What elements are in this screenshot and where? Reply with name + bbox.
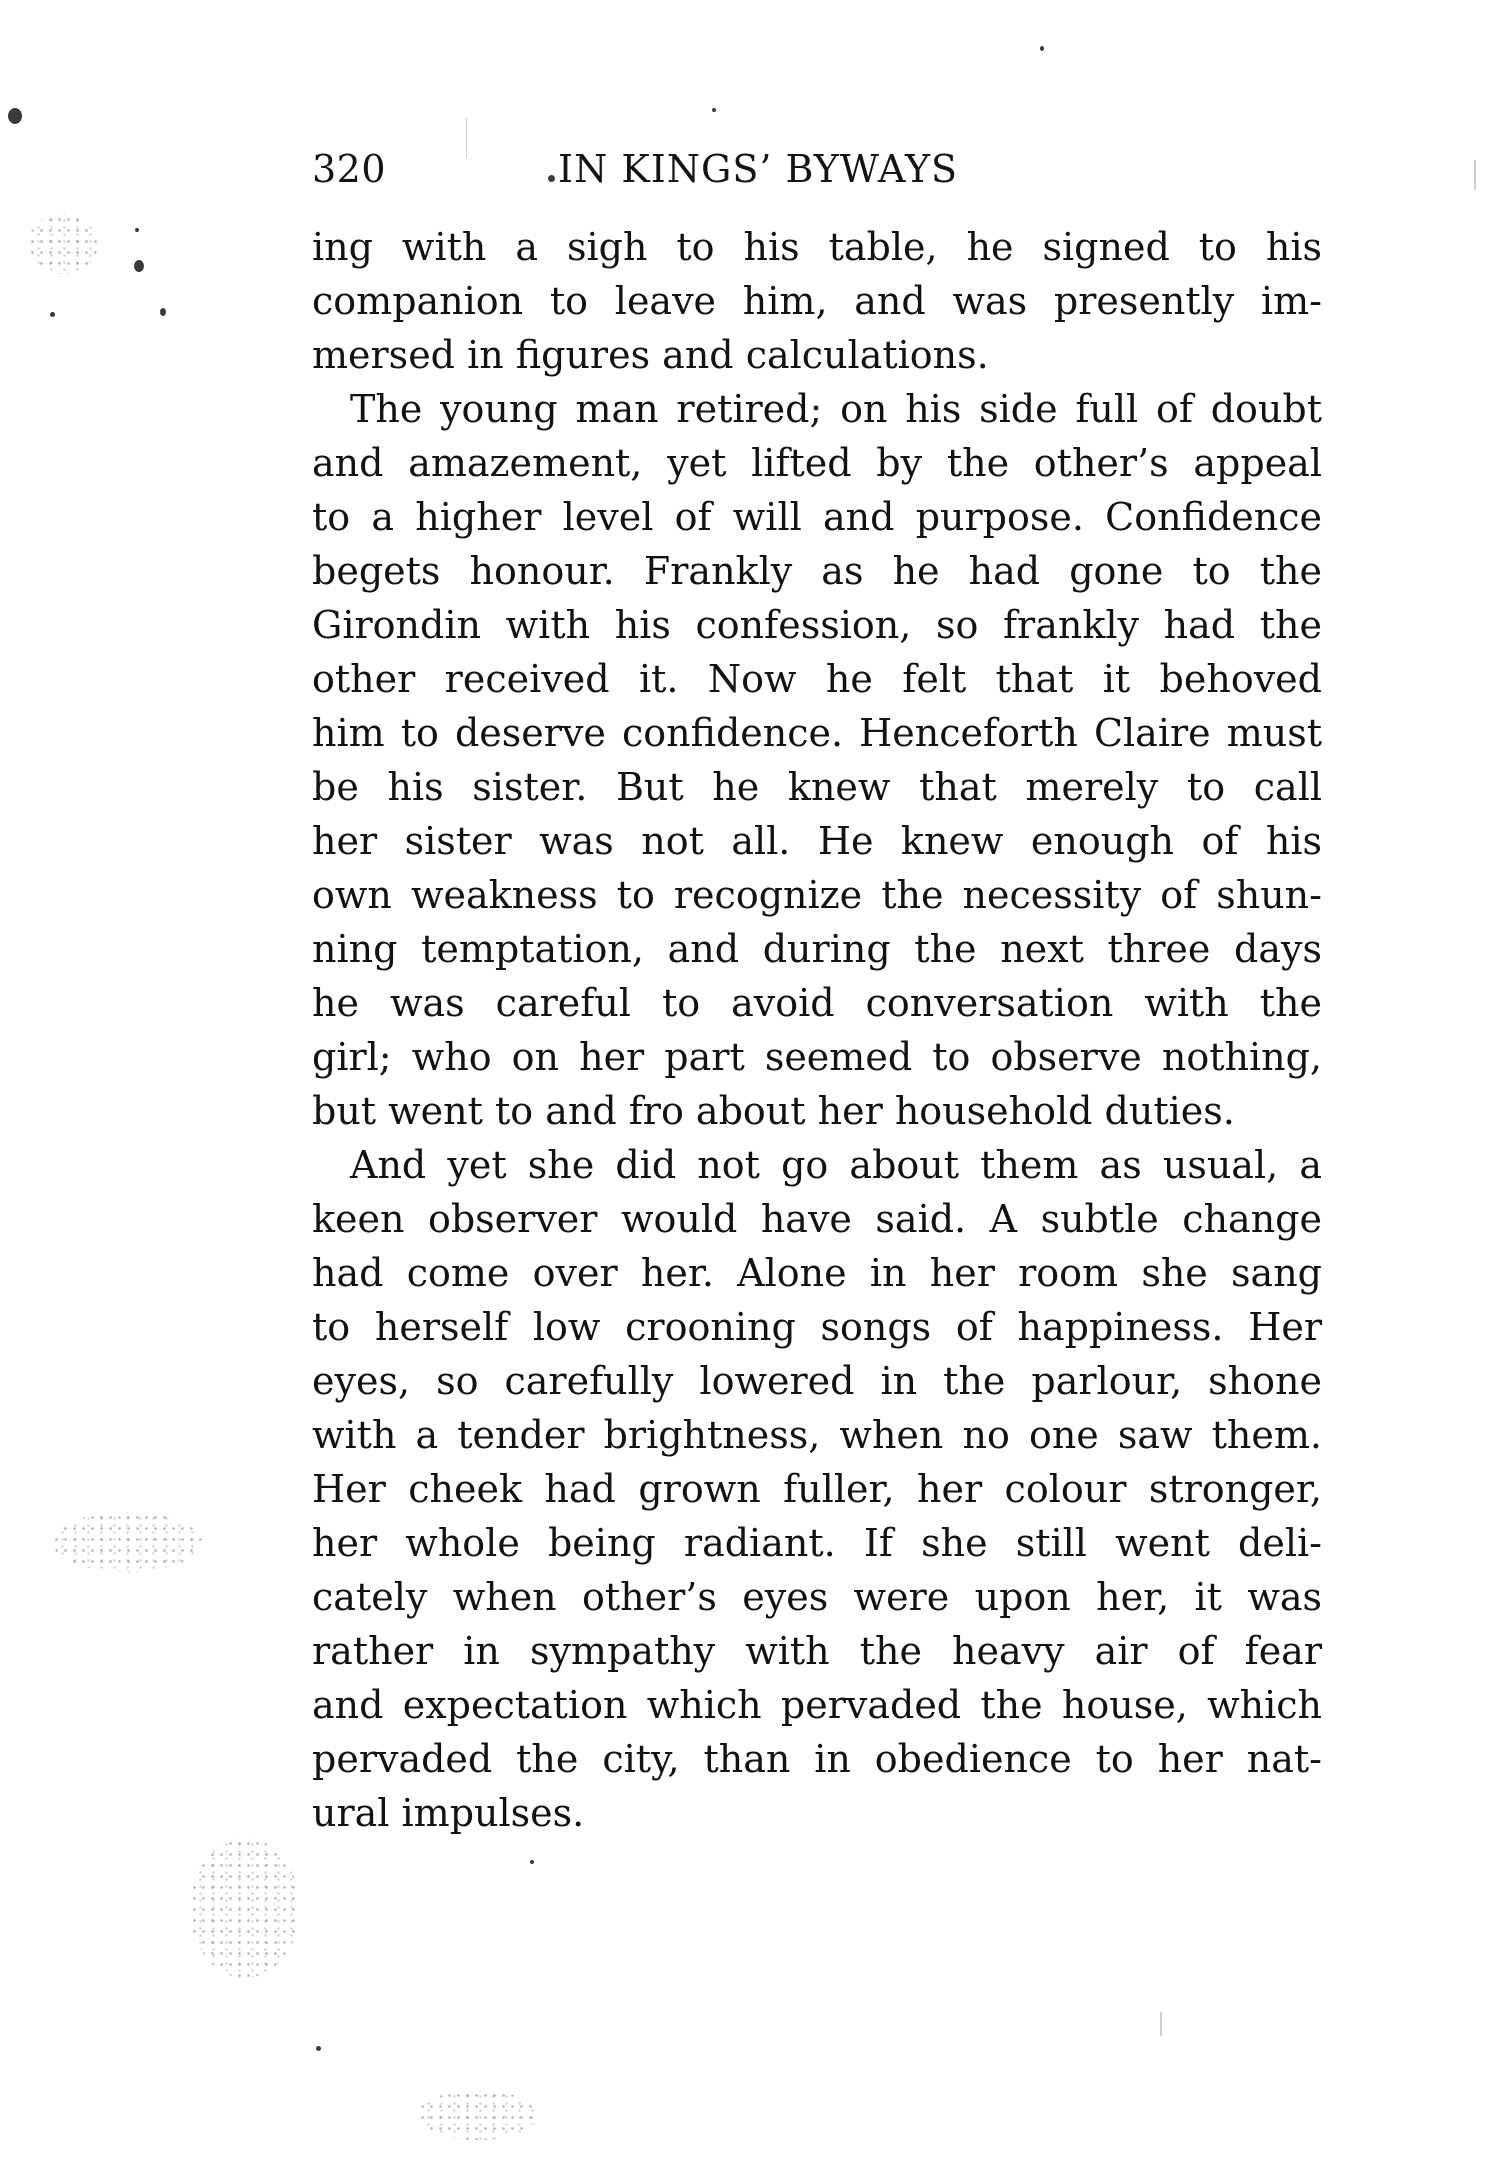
scan-noise xyxy=(28,214,98,274)
scan-speck xyxy=(135,228,139,232)
text-line: mersed in figures and calculations. xyxy=(312,333,989,377)
text-line: be his sister. But he knew that merely to call xyxy=(312,765,1322,809)
scan-edge-mark xyxy=(466,118,467,158)
text-line: and amazement, yet lifted by the other’s appeal xyxy=(312,441,1322,485)
scan-speck xyxy=(548,175,555,182)
scan-noise xyxy=(418,2090,538,2140)
text-line: ural impulses. xyxy=(312,1791,585,1835)
running-title: IN KINGS’ BYWAYS xyxy=(558,147,959,191)
paragraph-1 xyxy=(312,220,1322,382)
text-line: Girondin with his confession, so frankly had the xyxy=(312,603,1322,647)
scan-speck xyxy=(712,108,716,112)
page-header xyxy=(312,144,1322,194)
scan-speck xyxy=(160,308,166,316)
text-line: companion to leave him, and was presently im- xyxy=(312,279,1322,323)
text-line: had come over her. Alone in her room she sang xyxy=(312,1251,1322,1295)
page-number: 320 xyxy=(312,147,387,191)
text-line: cately when other’s eyes were upon her, it was xyxy=(312,1575,1322,1619)
text-line: own weakness to recognize the necessity of shun- xyxy=(312,873,1322,917)
text-line: pervaded the city, than in obedience to her nat- xyxy=(312,1737,1322,1781)
text-line: rather in sympathy with the heavy air of fear xyxy=(312,1629,1322,1673)
scan-speck xyxy=(50,312,55,317)
text-line: her whole being radiant. If she still went deli- xyxy=(312,1521,1322,1565)
text-line: And yet she did not go about them as usual, a xyxy=(350,1143,1322,1187)
text-line: and expectation which pervaded the house, which xyxy=(312,1683,1322,1727)
text-line: to herself low crooning songs of happiness. Her xyxy=(312,1305,1322,1349)
text-line: him to deserve confidence. Henceforth Claire must xyxy=(312,711,1322,755)
text-line: to a higher level of will and purpose. Confidence xyxy=(312,495,1322,539)
text-line: with a tender brightness, when no one saw them. xyxy=(312,1413,1322,1457)
text-line: her sister was not all. He knew enough of his xyxy=(312,819,1322,863)
scan-noise xyxy=(52,1512,202,1572)
text-line: ing with a sigh to his table, he signed to his xyxy=(312,225,1322,269)
scan-edge-mark xyxy=(1474,160,1476,190)
text-line: Her cheek had grown fuller, her colour stronger, xyxy=(312,1467,1322,1511)
paragraph-3 xyxy=(312,1138,1322,1840)
scan-edge-mark xyxy=(1160,2012,1162,2036)
text-line: ning temptation, and during the next three days xyxy=(312,927,1322,971)
text-line: begets honour. Frankly as he had gone to the xyxy=(312,549,1322,593)
text-line: other received it. Now he felt that it behoved xyxy=(312,657,1322,701)
text-line: but went to and fro about her household duties. xyxy=(312,1089,1235,1133)
text-line: The young man retired; on his side full of doubt xyxy=(350,387,1322,431)
scan-speck xyxy=(316,2046,321,2051)
scan-speck xyxy=(530,1860,534,1864)
scan-speck xyxy=(8,108,22,124)
text-line: girl; who on her part seemed to observe nothing, xyxy=(312,1035,1322,1079)
scan-noise xyxy=(190,1838,300,1978)
text-line: he was careful to avoid conversation with the xyxy=(312,981,1322,1025)
scan-speck xyxy=(1040,46,1044,51)
body-text xyxy=(312,220,1322,1840)
text-line: eyes, so carefully lowered in the parlour, shone xyxy=(312,1359,1322,1403)
scan-speck xyxy=(134,260,144,272)
text-line: keen observer would have said. A subtle change xyxy=(312,1197,1322,1241)
paragraph-2 xyxy=(312,382,1322,1138)
